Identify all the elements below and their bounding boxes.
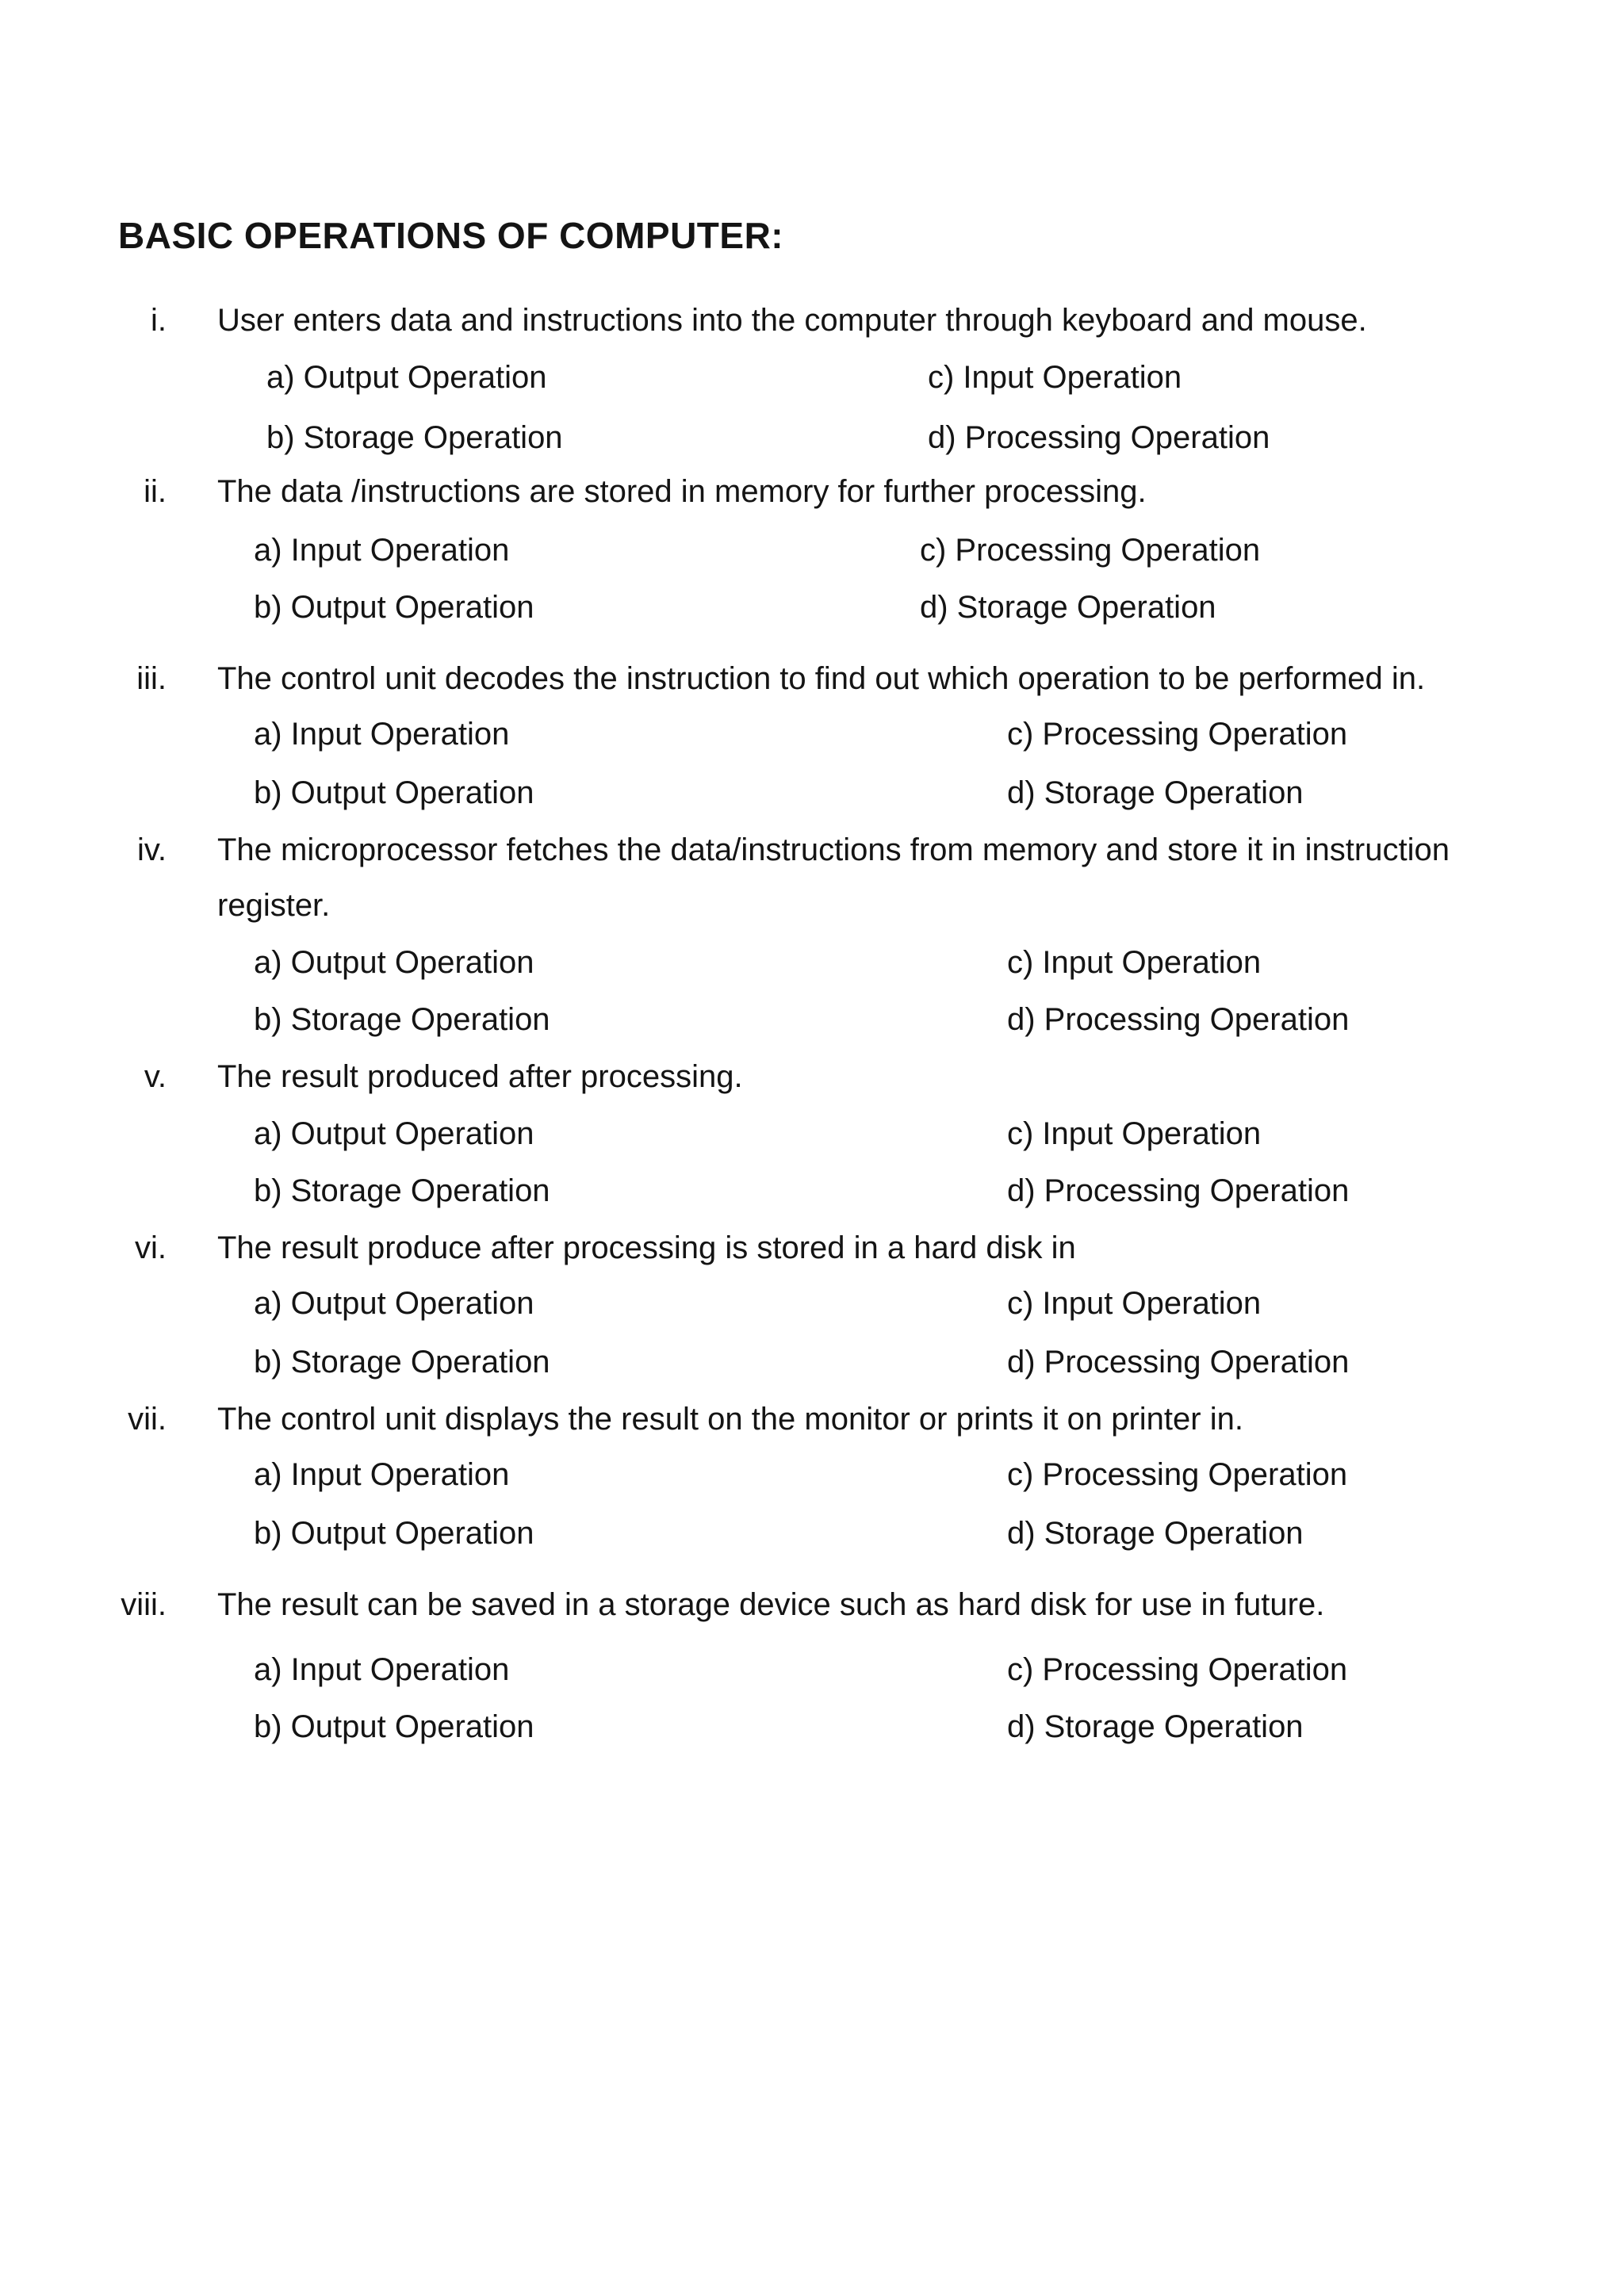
option-d: d) Storage Operation xyxy=(1007,775,1304,810)
question-number: vi. xyxy=(135,1230,167,1265)
question-text-continued: register. xyxy=(217,888,331,923)
option-c: c) Input Operation xyxy=(1007,1116,1262,1151)
option-c: c) Input Operation xyxy=(1007,1286,1262,1321)
option-c: c) Processing Operation xyxy=(1007,1652,1348,1687)
option-a: a) Input Operation xyxy=(254,1652,510,1687)
option-d: d) Processing Operation xyxy=(1007,1173,1350,1208)
question-text: The control unit decodes the instruction to find out which operation to be performed in. xyxy=(217,661,1426,696)
option-b: b) Output Operation xyxy=(254,590,534,625)
option-a: a) Output Operation xyxy=(254,1116,534,1151)
option-d: d) Processing Operation xyxy=(1007,1345,1350,1380)
option-c: c) Input Operation xyxy=(1007,945,1262,980)
option-c: c) Processing Operation xyxy=(1007,717,1348,752)
option-a: a) Output Operation xyxy=(254,1286,534,1321)
option-a: a) Input Operation xyxy=(254,1457,510,1492)
question-text: The result produced after processing. xyxy=(217,1059,743,1094)
option-b: b) Storage Operation xyxy=(254,1173,550,1208)
option-b: b) Storage Operation xyxy=(254,1345,550,1380)
option-c: c) Processing Operation xyxy=(1007,1457,1348,1492)
option-b: b) Storage Operation xyxy=(254,1002,550,1037)
option-d: d) Storage Operation xyxy=(1007,1709,1304,1744)
option-a: a) Output Operation xyxy=(266,360,547,395)
question-text: The data /instructions are stored in memory for further processing. xyxy=(217,474,1147,509)
question-text: The result can be saved in a storage device such as hard disk for use in future. xyxy=(217,1587,1325,1622)
option-d: d) Storage Operation xyxy=(920,590,1216,625)
option-a: a) Input Operation xyxy=(254,533,510,568)
option-b: b) Storage Operation xyxy=(266,420,563,455)
option-c: c) Processing Operation xyxy=(920,533,1261,568)
option-a: a) Output Operation xyxy=(254,945,534,980)
option-c: c) Input Operation xyxy=(928,360,1182,395)
option-b: b) Output Operation xyxy=(254,1709,534,1744)
question-number: i. xyxy=(151,303,167,338)
question-number: ii. xyxy=(144,474,167,509)
option-b: b) Output Operation xyxy=(254,775,534,810)
question-text: The microprocessor fetches the data/instructions from memory and store it in instruction xyxy=(217,832,1450,867)
question-number: v. xyxy=(144,1059,167,1094)
question-text: The control unit displays the result on the monitor or prints it on printer in. xyxy=(217,1402,1243,1437)
question-number: iv. xyxy=(136,832,167,867)
question-text: User enters data and instructions into the computer through keyboard and mouse. xyxy=(217,303,1367,338)
option-d: d) Processing Operation xyxy=(928,420,1270,455)
page-title: BASIC OPERATIONS OF COMPUTER: xyxy=(118,215,784,256)
option-a: a) Input Operation xyxy=(254,717,510,752)
option-b: b) Output Operation xyxy=(254,1516,534,1551)
question-number: vii. xyxy=(128,1402,167,1437)
question-text: The result produce after processing is stored in a hard disk in xyxy=(217,1230,1076,1265)
option-d: d) Processing Operation xyxy=(1007,1002,1350,1037)
question-number: iii. xyxy=(136,661,167,696)
option-d: d) Storage Operation xyxy=(1007,1516,1304,1551)
question-number: viii. xyxy=(121,1587,167,1622)
